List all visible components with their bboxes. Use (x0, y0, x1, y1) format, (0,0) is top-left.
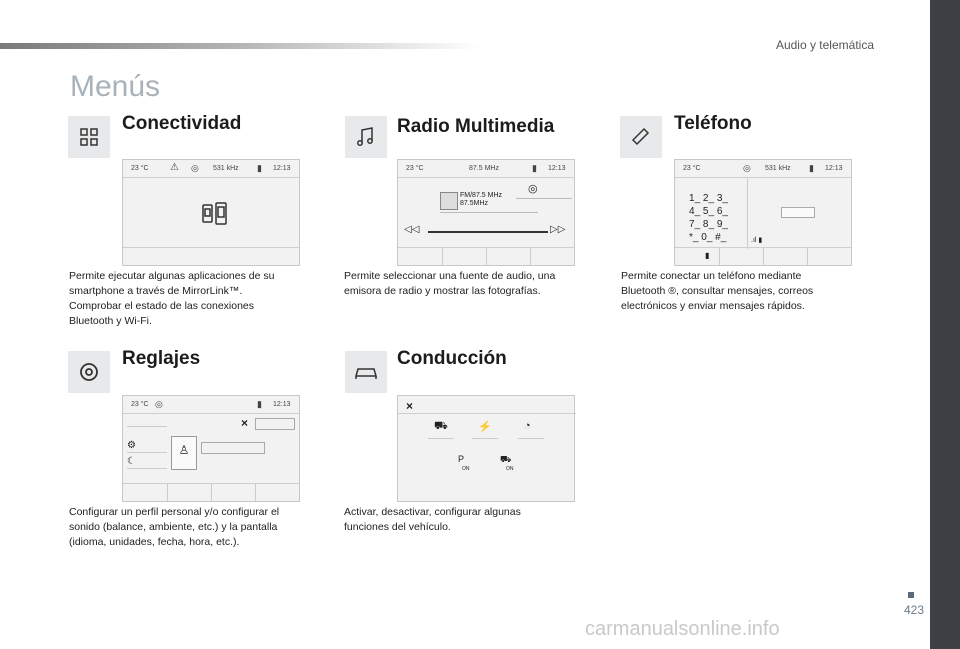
screen-conectividad (122, 159, 300, 266)
seek-back-icon: ◁◁ (404, 224, 420, 235)
divider (747, 177, 748, 249)
status-time: 12:13 (273, 401, 291, 408)
section-title-telefono: Teléfono (674, 113, 752, 134)
phone-keypad: 1_ 2_ 3_ 4_ 5_ 6_ 7_ 8_ 9_ *_ 0_ #_ (689, 193, 728, 243)
watermark: carmanualsonline.info (585, 618, 780, 640)
page-marker (908, 592, 914, 598)
status-temp: 23 °C (406, 165, 424, 172)
screen-conduccion (397, 395, 575, 502)
park-assist-icon: P (458, 454, 465, 464)
connectivity-grid-icon (68, 116, 110, 158)
gps-icon: ◎ (191, 163, 199, 173)
gps-icon: ◎ (155, 399, 163, 409)
status-freq: 531 kHz (213, 165, 239, 172)
chapter-sidebar (930, 0, 960, 649)
battery-icon: ▮ (532, 163, 537, 173)
field (255, 418, 295, 430)
frequency-slider (428, 231, 548, 233)
car-function-icon: ⛟ (434, 420, 448, 432)
car-icon (345, 351, 387, 393)
radio-signal-icon: ◎ (528, 183, 538, 195)
section-title-reglajes: Reglajes (122, 348, 201, 369)
desc-telefono: Permite conectar un teléfono mediante Bluetooth ®, consultar mensajes, correos electrónicos y enviar mensajes rápidos. (621, 270, 814, 312)
on-label: ON (462, 466, 470, 472)
status-temp: 23 °C (131, 165, 149, 172)
car-alert-icon: ⛟ (500, 454, 512, 464)
desc-reglajes: Configurar un perfil personal y/o configurar el sonido (balance, ambiente, etc.) y la pantalla (idioma, unidades, fecha, hora, etc.). (69, 506, 280, 548)
screen-telefono (674, 159, 852, 266)
section-title-radio: Radio Multimedia (397, 116, 555, 137)
signal-battery-icon: .ıl ▮ (751, 237, 763, 244)
desc-conectividad: Permite ejecutar algunas aplicaciones de su smartphone a través de MirrorLink™. Comprobar el estado de las conexiones Bluetooth y Wi-Fi. (69, 270, 275, 327)
moon-icon: ☾ (127, 456, 136, 467)
battery-icon: ▮ (257, 399, 262, 409)
field (201, 442, 265, 454)
station-info: FM/87.5 MHz 87.5MHz (460, 192, 503, 207)
close-icon: × (406, 399, 414, 413)
screen-reglajes (122, 395, 300, 502)
divider (516, 198, 572, 199)
chapter-header: Audio y telemática (775, 38, 874, 52)
battery-icon: ▮ (809, 163, 814, 173)
phone-icon (620, 116, 662, 158)
on-label: ON (506, 466, 514, 472)
settings-gear-icon (68, 351, 110, 393)
divider (440, 212, 538, 213)
header-gradient-bar (0, 43, 480, 49)
gauge-icon: ◔ (524, 420, 531, 432)
section-title-conduccion: Conducción (397, 348, 507, 369)
music-note-icon (345, 116, 387, 158)
section-title-conectividad: Conectividad (122, 113, 242, 134)
status-time: 12:13 (273, 165, 291, 172)
warning-icon: ⚠ (170, 162, 179, 173)
screen-radio (397, 159, 575, 266)
bottom-bar (123, 247, 299, 265)
status-freq: 87.5 MHz (469, 165, 499, 172)
bottom-bar: ▮ (675, 247, 851, 265)
page-title: Menús (70, 70, 161, 103)
bottom-bar (398, 247, 574, 265)
bottom-bar (123, 483, 299, 501)
status-time: 12:13 (548, 165, 566, 172)
status-freq: 531 kHz (765, 165, 791, 172)
status-bar (675, 160, 851, 178)
status-bar (123, 396, 299, 414)
seek-forward-icon: ▷▷ (550, 224, 566, 235)
page-number: 423 (903, 603, 924, 617)
status-bar (123, 160, 299, 178)
desc-conduccion: Activar, desactivar, configurar algunas funciones del vehículo. (344, 506, 521, 533)
desc-radio: Permite seleccionar una fuente de audio, una emisora de radio y mostrar las fotografías. (344, 270, 556, 297)
status-time: 12:13 (825, 165, 843, 172)
status-temp: 23 °C (131, 401, 149, 408)
station-logo-icon (440, 192, 458, 210)
close-icon: × (241, 416, 249, 430)
profile-icon: ♙ (171, 436, 197, 470)
gps-icon: ◎ (743, 163, 751, 173)
battery-icon: ▮ (257, 163, 262, 173)
status-temp: 23 °C (683, 165, 701, 172)
status-bar (398, 160, 574, 178)
number-field (781, 207, 815, 218)
lightning-icon: ⚡ (478, 421, 492, 433)
mirrorlink-phones-icon (201, 202, 229, 231)
sound-settings-icon: ⚙ (127, 440, 136, 451)
